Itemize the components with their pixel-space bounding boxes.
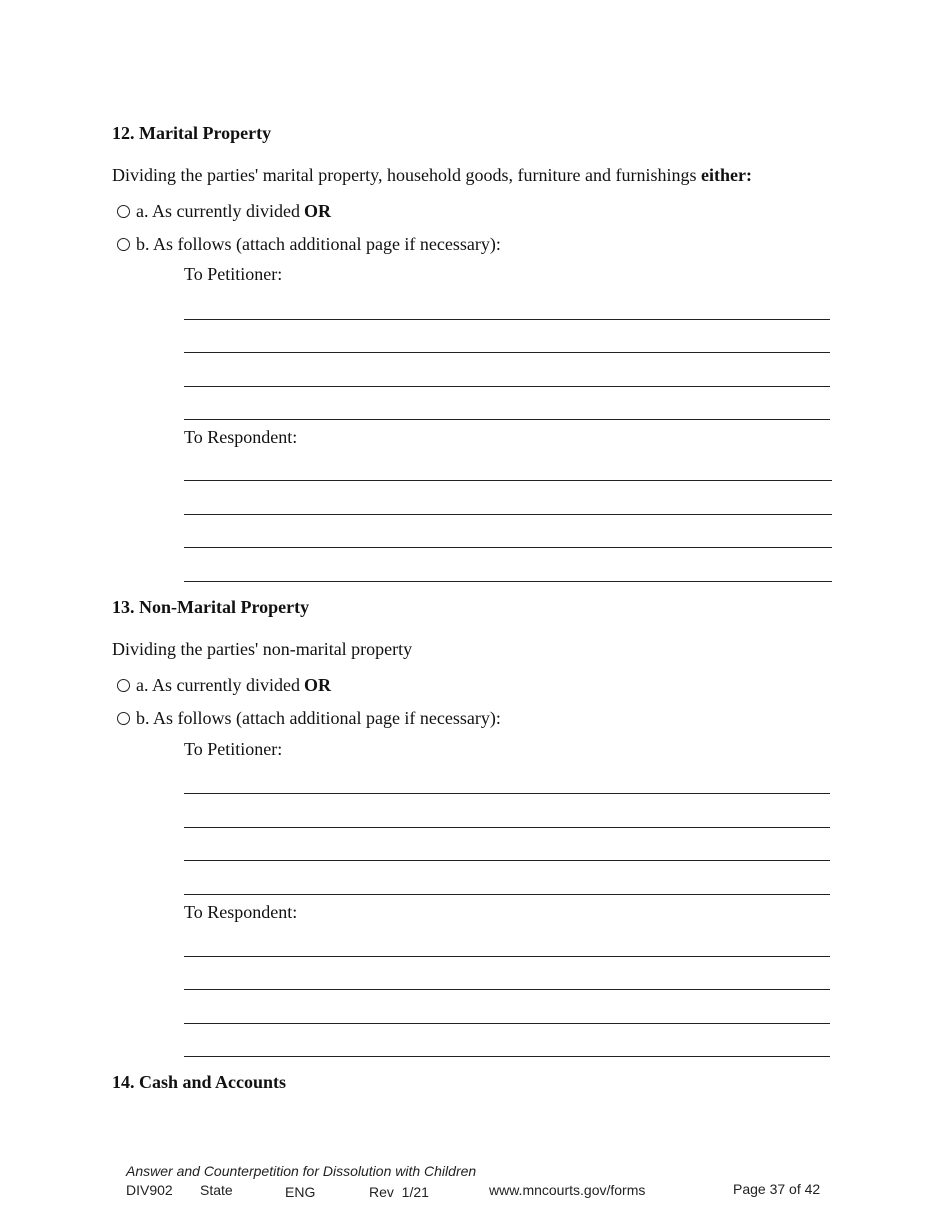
footer-website: www.mncourts.gov/forms — [489, 1182, 646, 1198]
footer-language: ENG — [285, 1184, 316, 1200]
section-12-option-a-or: OR — [303, 201, 331, 221]
section-13-respondent-line-3[interactable] — [184, 1023, 830, 1024]
footer-jurisdiction: State — [200, 1182, 233, 1198]
section-12-petitioner-line-3[interactable] — [184, 386, 830, 387]
section-12-option-a-label: a. As currently divided — [136, 201, 300, 221]
section-12-petitioner-line-2[interactable] — [184, 352, 830, 353]
footer-form-title: Answer and Counterpetition for Dissolution with Children — [126, 1163, 477, 1179]
section-13-option-a-label: a. As currently divided — [136, 675, 300, 695]
radio-circle-icon[interactable] — [117, 238, 130, 251]
radio-circle-icon[interactable] — [117, 679, 130, 692]
section-13-to-petitioner: To Petitioner: — [184, 739, 283, 759]
section-12-to-petitioner: To Petitioner: — [184, 264, 283, 284]
section-12-petitioner-line-1[interactable] — [184, 319, 830, 320]
section-12-option-b-label: b. As follows (attach additional page if necessary): — [136, 234, 501, 254]
section-12-petitioner-line-4[interactable] — [184, 419, 830, 420]
section-13-option-a-or: OR — [303, 675, 331, 695]
section-13-option-a[interactable] — [117, 675, 331, 696]
section-12-intro-text: Dividing the parties' marital property, household goods, furniture and furnishings — [112, 165, 701, 185]
radio-circle-icon[interactable] — [117, 712, 130, 725]
section-12-respondent-line-3[interactable] — [184, 547, 832, 548]
section-13-petitioner-line-1[interactable] — [184, 793, 830, 794]
section-13-option-b[interactable] — [117, 708, 501, 729]
section-12-option-a[interactable] — [117, 201, 331, 222]
section-13-respondent-line-1[interactable] — [184, 956, 830, 957]
section-12-respondent-line-4[interactable] — [184, 581, 832, 582]
footer-revision: Rev 1/21 — [369, 1184, 429, 1200]
section-13-to-respondent: To Respondent: — [184, 902, 298, 922]
section-13-respondent-line-2[interactable] — [184, 989, 830, 990]
footer-form-code: DIV902 — [126, 1182, 173, 1198]
section-13-petitioner-line-4[interactable] — [184, 894, 830, 895]
section-13-petitioner-line-2[interactable] — [184, 827, 830, 828]
section-12-respondent-line-2[interactable] — [184, 514, 832, 515]
section-12-to-respondent: To Respondent: — [184, 427, 298, 447]
section-13-heading: 13. Non-Marital Property — [112, 597, 310, 617]
section-12-intro-bold: either: — [700, 165, 752, 185]
section-13-intro: Dividing the parties' non-marital property — [112, 639, 413, 659]
section-12-option-b[interactable] — [117, 234, 501, 255]
section-12-respondent-line-1[interactable] — [184, 480, 832, 481]
section-12-intro — [112, 165, 752, 186]
section-13-respondent-line-4[interactable] — [184, 1056, 830, 1057]
section-14-heading: 14. Cash and Accounts — [112, 1072, 287, 1092]
section-13-petitioner-line-3[interactable] — [184, 860, 830, 861]
section-12-heading: 12. Marital Property — [112, 123, 272, 143]
section-13-option-b-label: b. As follows (attach additional page if necessary): — [136, 708, 501, 728]
radio-circle-icon[interactable] — [117, 205, 130, 218]
footer-page-number: Page 37 of 42 — [733, 1181, 821, 1197]
